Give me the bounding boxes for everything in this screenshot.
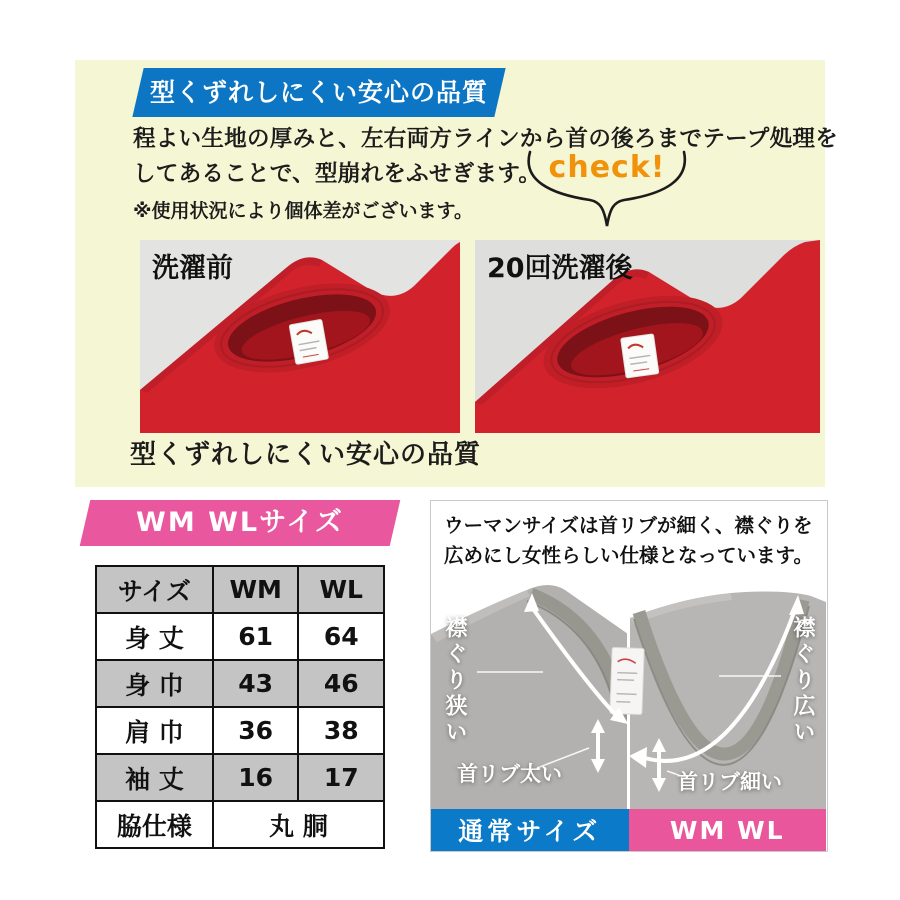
size-table-header-size: サイズ (96, 566, 213, 613)
row-wm-value: 16 (213, 754, 299, 801)
row-wm-value: 43 (213, 660, 299, 707)
neckline-label-right: 襟ぐり広い (790, 616, 815, 746)
quality-description (133, 122, 838, 192)
table-row (96, 707, 384, 754)
check-label: check! (548, 150, 666, 185)
collar-tag (610, 647, 644, 714)
size-table-header-wm: WM (213, 566, 299, 613)
table-row (96, 754, 384, 801)
normal-size-bar: 通常サイズ (431, 809, 629, 851)
check-callout (518, 146, 696, 244)
row-label: 肩 巾 (96, 707, 213, 754)
wash-after-label: 20回洗濯後 (487, 253, 633, 284)
quality-section (75, 60, 839, 487)
woman-size-section (430, 500, 828, 852)
row-wl-value: 64 (298, 613, 384, 660)
quality-description-line2: してあることで、型崩れをふせぎます。 (133, 161, 542, 187)
size-table-header-wl: WL (298, 566, 384, 613)
row-label: 袖 丈 (96, 754, 213, 801)
row-wl-value: 38 (298, 707, 384, 754)
quality-description-line1: 程よい生地の厚みと、左右両方ラインから首の後ろまでテープ処理を (133, 126, 839, 152)
row-label: 身 丈 (96, 613, 213, 660)
comparison-footer-bars (431, 809, 826, 851)
row-wm-value: 61 (213, 613, 299, 660)
table-row (96, 660, 384, 707)
woman-size-description-line2: 広めにし女性らしい仕様となっています。 (444, 544, 813, 567)
wm-wl-bar: WM WL (629, 809, 827, 851)
size-table (95, 565, 385, 849)
quality-banner (138, 68, 500, 117)
size-banner (85, 500, 395, 546)
rib-label-left: 首リブ太い (457, 762, 562, 786)
quality-banner-label: 型くずれしにくい安心の品質 (149, 78, 488, 107)
row-label: 身 巾 (96, 660, 213, 707)
collar-tag (621, 334, 659, 378)
wash-before-label: 洗濯前 (152, 253, 233, 284)
woman-size-description-line1: ウーマンサイズは首リブが細く、襟ぐりを (444, 514, 813, 537)
row-wm-value: 36 (213, 707, 299, 754)
side-spec-value: 丸 胴 (213, 801, 384, 848)
quality-caption: 型くずれしにくい安心の品質 (130, 440, 482, 470)
row-wl-value: 17 (298, 754, 384, 801)
size-banner-label: WM WLサイズ (136, 507, 344, 538)
table-row (96, 801, 384, 848)
woman-size-description (444, 511, 813, 571)
size-table-header-row (96, 566, 384, 613)
side-spec-label: 脇仕様 (96, 801, 213, 848)
wash-after-photo (475, 240, 820, 433)
neckline-label-left: 襟ぐり狭い (442, 616, 467, 746)
check-bracket-icon (518, 146, 696, 244)
wash-before-photo (140, 240, 460, 433)
collar-tag (289, 319, 328, 364)
table-row (96, 613, 384, 660)
rib-label-right: 首リブ細い (677, 770, 782, 794)
row-wl-value: 46 (298, 660, 384, 707)
quality-note: ※使用状況により個体差がございます。 (133, 200, 473, 222)
collar-comparison-image (431, 572, 826, 811)
